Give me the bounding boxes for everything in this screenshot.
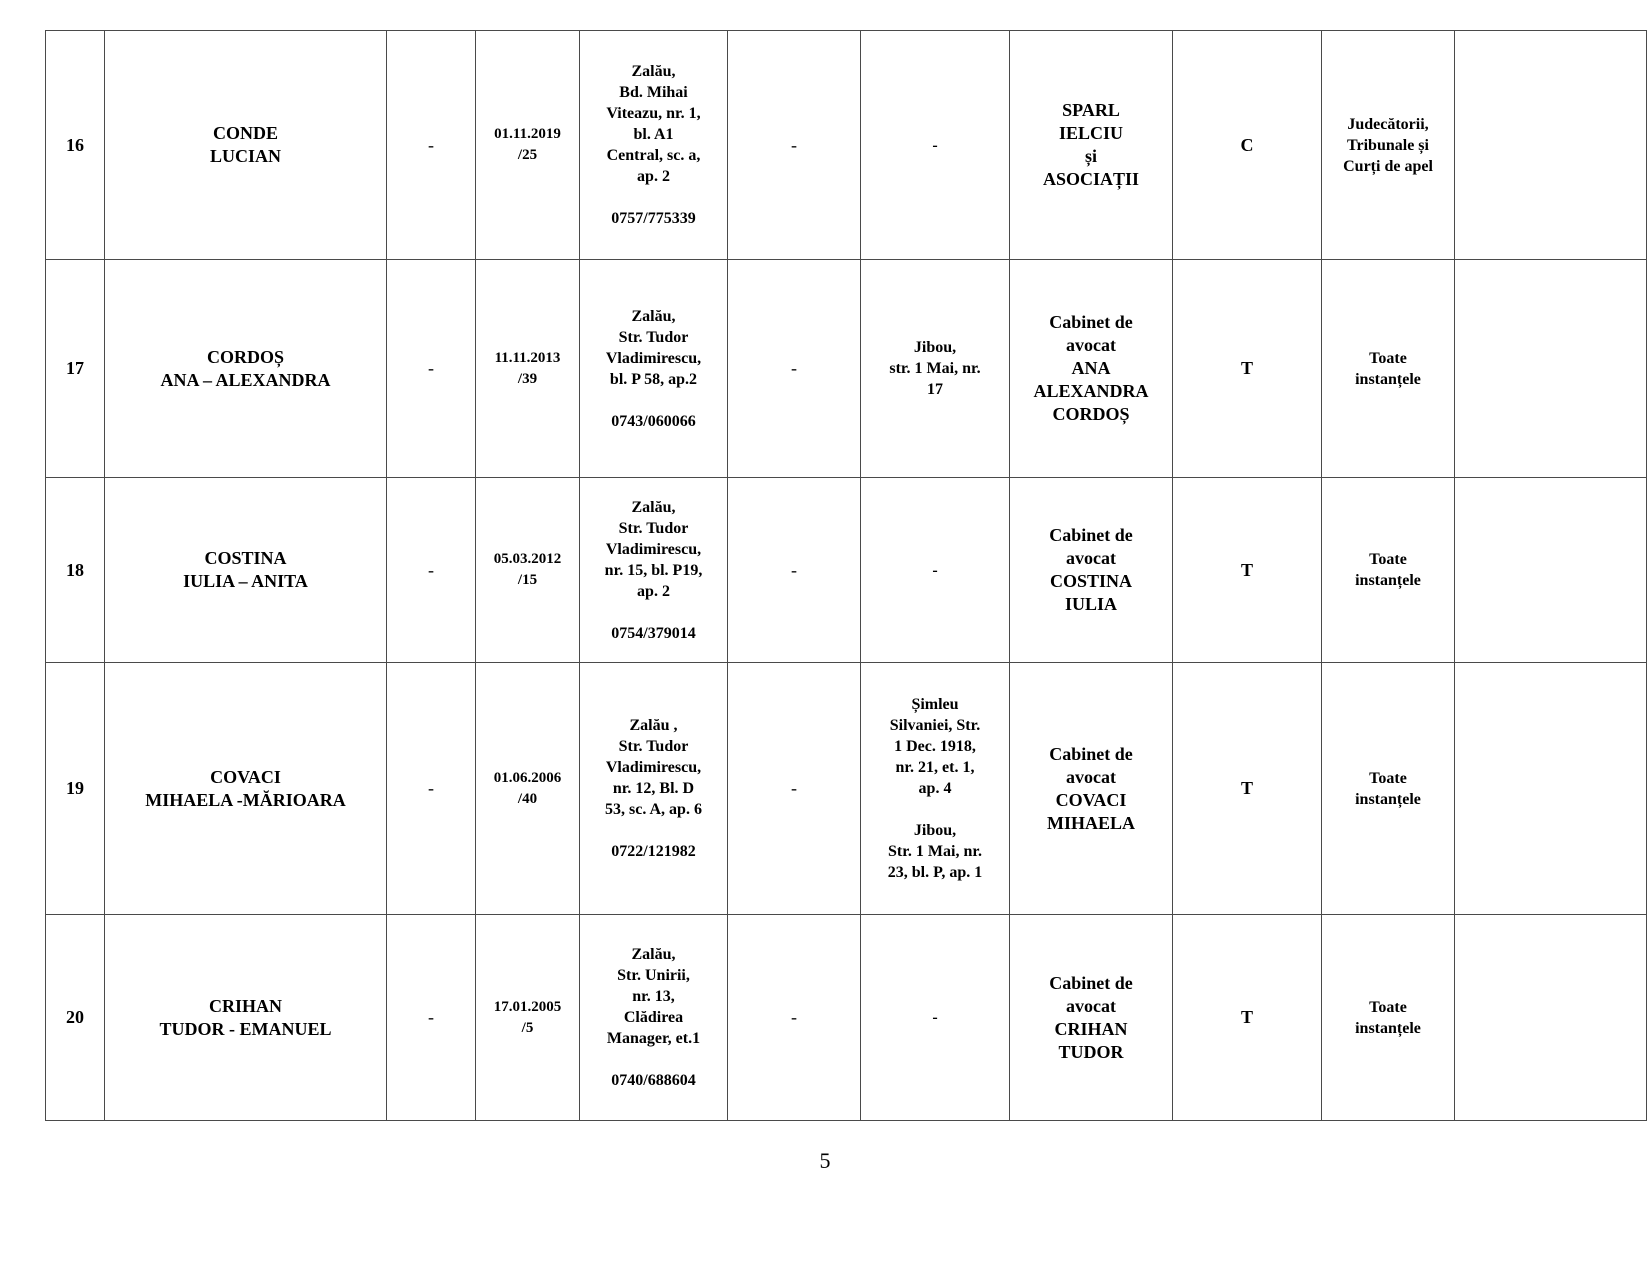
notes-cell [1455, 478, 1647, 663]
empty-field-text: - [791, 134, 797, 155]
main-office-address-text: Zalău, Str. Tudor Vladimirescu, nr. 15, bl. P19, ap. 2 0754/379014 [604, 498, 703, 642]
secondary-office-address-text: Șimleu Silvaniei, Str. 1 Dec. 1918, nr. 21, et. 1, ap. 4 Jibou, Str. 1 Mai, nr. 23, bl. P, ap. 1 [887, 696, 983, 881]
secondary-office-address-text: - [932, 1009, 938, 1026]
practice-form-text: Cabinet de avocat CRIHAN TUDOR [1049, 972, 1133, 1062]
empty-field-text: - [791, 358, 797, 378]
empty-field [387, 31, 476, 260]
row-number [46, 260, 105, 478]
empty-field-text: - [791, 778, 797, 798]
registration-date-text: 11.11.2013 /39 [494, 349, 561, 387]
practice-form [1010, 915, 1173, 1121]
registration-date [476, 478, 580, 663]
secondary-office-address [861, 915, 1010, 1121]
main-office-address-text: Zalău, Bd. Mihai Viteazu, nr. 1, bl. A1 Central, sc. a, ap. 2 0757/775339 [606, 63, 701, 227]
lawyer-type [1173, 478, 1322, 663]
lawyer-type-text: C [1240, 134, 1254, 155]
row-number [46, 31, 105, 260]
row-number-text: 19 [66, 778, 84, 798]
empty-field [728, 31, 861, 260]
lawyer-type-text: T [1240, 559, 1253, 580]
practice-form-text: Cabinet de avocat ANA ALEXANDRA CORDOȘ [1033, 312, 1149, 424]
secondary-office-address-text: - [932, 136, 938, 154]
table-row [46, 663, 1647, 915]
empty-field [728, 260, 861, 478]
row-number-text: 18 [66, 559, 84, 580]
empty-field-text: - [428, 1007, 434, 1027]
row-number-text: 16 [66, 134, 84, 155]
empty-field [387, 915, 476, 1121]
courts-scope-text: Toate instanțele [1355, 349, 1421, 388]
registration-date [476, 260, 580, 478]
secondary-office-address-text: Jibou, str. 1 Mai, nr. 17 [889, 339, 981, 398]
registration-date-text: 01.06.2006 /40 [493, 769, 562, 807]
empty-field-text: - [791, 1007, 797, 1027]
main-office-address [580, 663, 728, 915]
table-body [46, 31, 1647, 1121]
practice-form-text: Cabinet de avocat COSTINA IULIA [1049, 525, 1133, 614]
lawyer-name [105, 260, 387, 478]
main-office-address-text: Zalău, Str. Unirii, nr. 13, Clădirea Manager, et.1 0740/688604 [606, 946, 701, 1089]
secondary-office-address [861, 478, 1010, 663]
lawyer-name-text: COVACI MIHAELA -MĂRIOARA [145, 766, 346, 810]
courts-scope [1322, 478, 1455, 663]
notes-cell [1455, 31, 1647, 260]
registration-date-text: 01.11.2019 /25 [494, 126, 561, 163]
practice-form-text: SPARL IELCIU și ASOCIAȚII [1042, 100, 1140, 189]
practice-form [1010, 663, 1173, 915]
registration-date [476, 31, 580, 260]
secondary-office-address-text: - [932, 561, 938, 579]
table-row [46, 915, 1647, 1121]
main-office-address [580, 260, 728, 478]
courts-scope [1322, 915, 1455, 1121]
lawyer-name [105, 478, 387, 663]
practice-form [1010, 478, 1173, 663]
empty-field-text: - [428, 358, 434, 378]
lawyer-type-text: T [1240, 778, 1253, 798]
secondary-office-address [861, 260, 1010, 478]
table-row [46, 31, 1647, 260]
courts-scope [1322, 663, 1455, 915]
empty-field-text: - [428, 778, 434, 798]
empty-field-text: - [428, 559, 434, 580]
main-office-address [580, 915, 728, 1121]
courts-scope [1322, 260, 1455, 478]
practice-form [1010, 260, 1173, 478]
empty-field-text: - [791, 559, 797, 580]
lawyer-name-text: CRIHAN TUDOR - EMANUEL [159, 995, 332, 1039]
secondary-office-address [861, 31, 1010, 260]
courts-scope-text: Judecătorii, Tribunale și Curți de apel [1343, 115, 1433, 175]
practice-form [1010, 31, 1173, 260]
lawyer-name [105, 915, 387, 1121]
registration-date [476, 915, 580, 1121]
lawyer-type-text: T [1240, 1007, 1253, 1027]
courts-scope-text: Toate instanțele [1355, 551, 1421, 589]
lawyer-name-text: CORDOȘ ANA – ALEXANDRA [160, 346, 331, 390]
secondary-office-address [861, 663, 1010, 915]
empty-field [387, 478, 476, 663]
lawyer-type [1173, 663, 1322, 915]
table-row [46, 478, 1647, 663]
empty-field-text: - [428, 134, 434, 155]
lawyer-type [1173, 260, 1322, 478]
page-number: 5 [819, 1148, 831, 1173]
empty-field [728, 915, 861, 1121]
notes-cell [1455, 915, 1647, 1121]
row-number [46, 663, 105, 915]
notes-cell [1455, 260, 1647, 478]
registration-date-text: 17.01.2005 /5 [493, 998, 562, 1036]
lawyer-name [105, 31, 387, 260]
empty-field [387, 663, 476, 915]
row-number [46, 478, 105, 663]
empty-field [728, 663, 861, 915]
courts-scope-text: Toate instanțele [1355, 769, 1421, 808]
empty-field [728, 478, 861, 663]
lawyer-name [105, 663, 387, 915]
table-row [46, 260, 1647, 478]
lawyer-type [1173, 915, 1322, 1121]
courts-scope-text: Toate instanțele [1355, 998, 1421, 1037]
main-office-address-text: Zalău , Str. Tudor Vladimirescu, nr. 12, Bl. D 53, sc. A, ap. 6 0722/121982 [605, 717, 702, 860]
empty-field [387, 260, 476, 478]
row-number-text: 20 [66, 1007, 84, 1027]
practice-form-text: Cabinet de avocat COVACI MIHAELA [1046, 743, 1135, 833]
courts-scope [1322, 31, 1455, 260]
notes-cell [1455, 663, 1647, 915]
main-office-address [580, 478, 728, 663]
lawyer-name-text: CONDE LUCIAN [209, 123, 281, 166]
registration-date [476, 663, 580, 915]
registration-date-text: 05.03.2012 /15 [493, 551, 562, 588]
main-office-address [580, 31, 728, 260]
main-office-address-text: Zalău, Str. Tudor Vladimirescu, bl. P 58, ap.2 0743/060066 [605, 307, 702, 430]
row-number [46, 915, 105, 1121]
lawyer-type [1173, 31, 1322, 260]
row-number-text: 17 [66, 358, 84, 378]
lawyer-name-text: COSTINA IULIA – ANITA [183, 548, 308, 591]
lawyer-type-text: T [1240, 358, 1253, 378]
lawyers-registry-table [45, 30, 1647, 1121]
